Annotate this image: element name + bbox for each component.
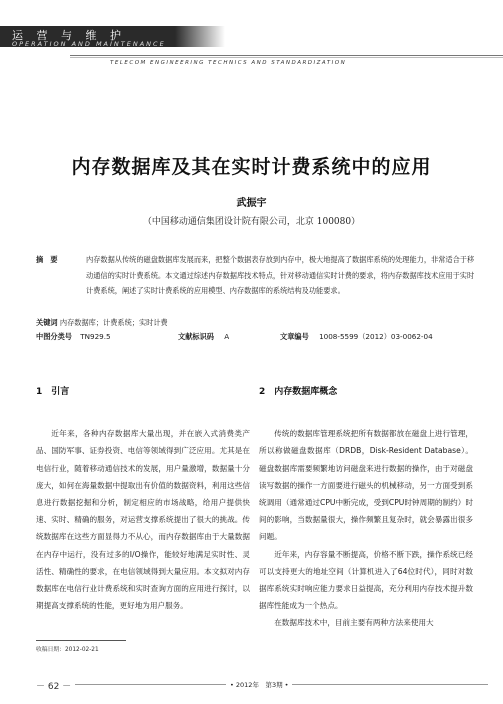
header-rule-secondary (70, 57, 503, 58)
concept-paragraph-3: 在数据库技术中，目前主要有两种方法来使用大 (274, 618, 434, 628)
issue-label: • 2012年 第3期 • (226, 680, 292, 689)
paper-title: 内存数据库及其在实时计费系统中的应用 (71, 156, 432, 178)
doc-code-value: A (224, 332, 230, 341)
left-column (36, 384, 250, 614)
intro-paragraph: 近年来，各种内存数据库大量出现，并在嵌入式消费类产品、国防军事、证券投资、电信等领域得到广泛应用。尤其是在电信行业，随着移动通信技术的发展，用户量激增，数据量十分庞大，如何在海量数据中提取出有价值的数据资料，利用这些信息进行数据挖掘和分析，制定相应的市场战略，给用户提供快速、实时、精确的服务，对运营支撑系统提出了很大的挑战。传统数据库在这些方面显得力不从心，而内存数据库由于大量数据在内存中运行，没有过多的I/O操作，能较好地满足实时性、灵活性、精确性的要求，在电信领域得到大量应用。本文拟对内存数据库在电信行业计费系统和实时查询方面的应用进行探讨，以期提高支撑系统的性能，更好地为用户服务。 (36, 429, 250, 611)
author-name: 武振宇 (236, 198, 267, 209)
abstract-text: 内存数据从传统的磁盘数据库发展而来，把整个数据表存放到内存中，极大地提高了数据库系统的处理能力，非常适合于移动通信的实时计费系统。本文通过综述内存数据库技术特点，针对移动通信实时计费的要求，将内存数据库技术应用于实时计费系统，阐述了实时计费系统的应用模型、内存数据库的系统结构及功能要求。 (86, 255, 475, 296)
keywords-line (36, 318, 168, 328)
section-label-en: OPERATION AND MAINTENANCE (12, 40, 166, 48)
article-number-label: 文章编号 (280, 332, 309, 341)
keywords-text: 内存数据库；计费系统；实时计费 (59, 318, 168, 327)
magazine-name: TELECOM ENGINEERING TECHNICS AND STANDARDIZATION (110, 60, 347, 66)
clc-value: TN929.5 (80, 332, 111, 341)
doc-code-label: 文献标识码 (178, 332, 214, 341)
running-header (0, 0, 503, 66)
received-date: 收稿日期：2012-02-21 (36, 647, 99, 653)
section-heading-intro: 1 引言 (36, 387, 70, 397)
author-affiliation: （中国移动通信集团设计院有限公司，北京 100080） (142, 217, 361, 227)
page-number: － 62 － (36, 679, 75, 692)
section-heading-concept: 2 内存数据库概念 (259, 387, 338, 397)
clc-label: 中图分类号 (36, 332, 72, 341)
header-band-fade (175, 26, 225, 47)
footnote-rule (36, 640, 126, 641)
concept-paragraph-1: 传统的数据库管理系统把所有数据都放在磁盘上进行管理，所以称做磁盘数据库（DRDB，Disk-Resident Database）。磁盘数据库需要频繁地访问磁盘来进行数据的操作，由于对磁盘读写数据的操作一方面要进行磁头的机械移动，另一方面受到系统调用（通常通过CPU中断完成，受到CPU时钟周期的制约）时间的影响，当数据量很大，操作频繁且复杂时，就会暴露出很多问题。 (259, 429, 473, 542)
abstract-label: 摘 要 (36, 255, 58, 264)
header-rule (70, 55, 503, 56)
article-number-value: 1008-5599（2012）03-0062-04 (319, 332, 433, 341)
concept-paragraph-2: 近年来，内存容量不断提高，价格不断下跌，操作系统已经可以支持更大的地址空间（计算机进入了64位时代），同时对数据库系统实时响应能力要求日益提高，充分利用内存技术提升数据库性能成为一个热点。 (259, 549, 473, 611)
section-label: 运 营 与 维 护 (12, 29, 126, 42)
keywords-label: 关键词 (36, 318, 58, 327)
right-column (259, 384, 473, 632)
